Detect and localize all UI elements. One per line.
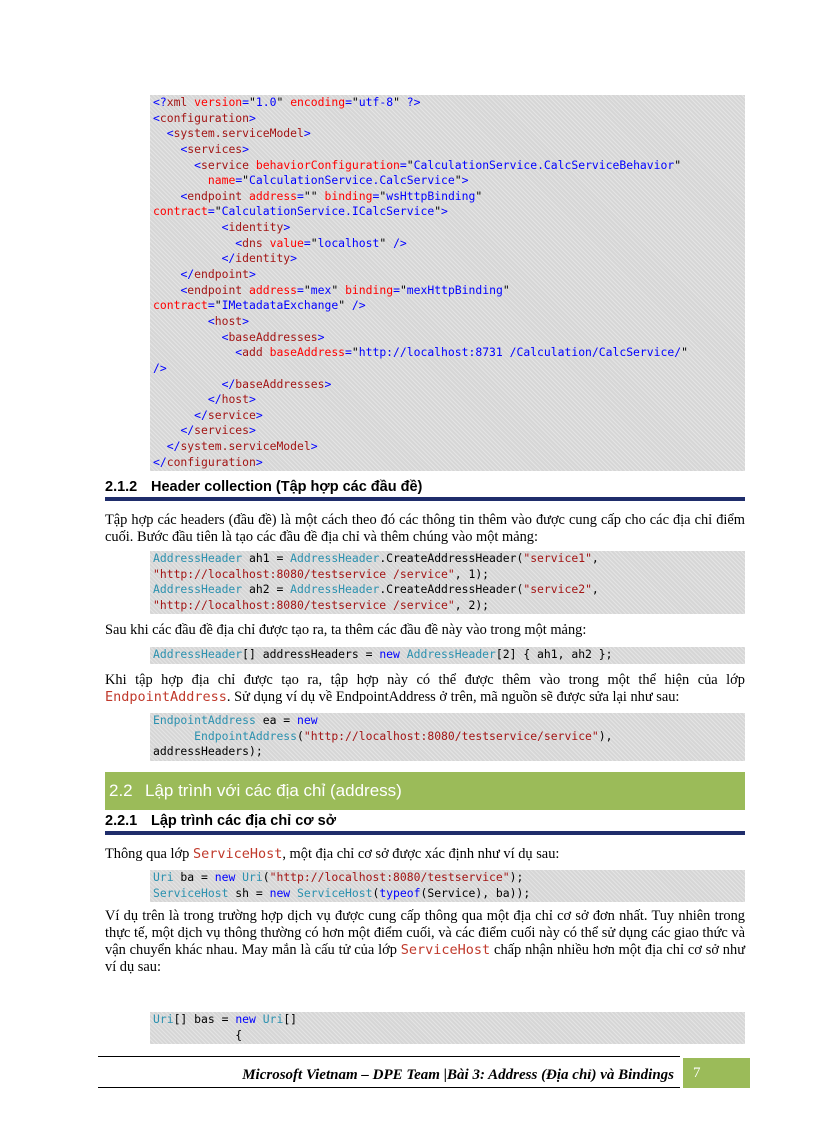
code-line: </services> [180,423,256,438]
class-name-inline: EndpointAddress [105,689,227,705]
code-line: contract="CalculationService.ICalcService"> [153,204,448,219]
code-line: <dns value="localhost" /> [235,235,407,250]
section-title: Header collection (Tập hợp các đầu đề) [151,479,423,495]
para-text: Thông qua lớp [105,846,193,862]
section-title: Lập trình với các địa chỉ (address) [145,781,402,800]
class-name-inline: ServiceHost [192,846,283,862]
paragraph-after-create: Sau khi các đầu đề địa chỉ được tạo ra, ta thêm các đầu đề này vào trong một mảng: [105,622,587,638]
para-text: Ví dụ trên là trong trường hợp dịch vụ được cung cấp thông qua một địa chỉ cơ sở đơn nhất. Tuy nhiên trong thực tế, một dịch vụ thông thường có hơn một điểm cuối, và các điểm cuối này có thể sử dụng các giao thức và vận chuyển khác nhau. May mắn là cấu tử của lớp [105,908,745,958]
code-line: <identity> [221,220,291,235]
code-line: Uri[] bas = new Uri[] [153,1012,298,1026]
footer-top-rule [98,1056,680,1057]
xml-config-code-block [150,95,745,471]
address-header-code-block [150,551,745,614]
code-line: contract="IMetadataExchange" /> [153,298,366,313]
paragraph-multiple-endpoints [105,908,745,976]
paragraph-servicehost-intro [105,846,745,863]
para-text: . Sử dụng ví dụ về EndpointAddress ở trên, mã nguồn sẽ được sửa lại như sau: [226,689,680,705]
para-text: chấp nhận nhiều hơn một địa chỉ cơ sở như ví dụ sau: [105,942,745,975]
section-number: 2.2.1 [105,813,138,829]
code-line: "http://localhost:8080/testservice /service", 2); [153,597,490,612]
code-line: /> [153,360,167,375]
code-line: AddressHeader ah1 = AddressHeader.CreateAddressHeader("service1", [153,551,599,565]
class-name-inline: ServiceHost [400,942,491,958]
code-line: <system.serviceModel> [166,126,311,141]
code-line: <baseAddresses> [221,329,325,344]
code-line: <host> [207,313,250,328]
code-line: name="CalculationService.CalcService"> [207,173,469,188]
section-number: 2.1.2 [105,479,138,495]
code-line: <endpoint address="mex" binding="mexHttpBinding" [180,282,510,297]
code-line: <endpoint address="" binding="wsHttpBinding" [180,188,483,203]
code-line: </system.serviceModel> [166,439,318,454]
code-line: { [153,1027,243,1042]
code-line: EndpointAddress("http://localhost:8080/testservice/service"), [194,728,613,743]
code-line: </baseAddresses> [221,376,332,391]
code-line: EndpointAddress ea = new [153,713,318,727]
para-text: , một địa chỉ cơ sở được xác định như ví dụ sau: [282,846,560,862]
page-number: 7 [683,1058,750,1088]
endpoint-address-code-block [150,713,745,761]
code-line: </endpoint> [180,267,256,282]
code-line: </service> [194,407,263,422]
paragraph-endpoint-address [105,672,745,706]
heading-rule [105,831,745,835]
uri-array-code-block [150,1012,745,1044]
servicehost-code-block [150,870,745,902]
code-line: <configuration> [153,110,256,125]
heading-rule [105,497,745,501]
code-line: AddressHeader[] addressHeaders = new AddressHeader[2] { ah1, ah2 }; [153,647,613,661]
section-heading-2-1-2 [105,479,745,495]
code-line: <service behaviorConfiguration="CalculationService.CalcServiceBehavior" [194,157,682,172]
code-line: ServiceHost sh = new ServiceHost(typeof(Service), ba)); [153,885,531,900]
code-line: "http://localhost:8080/testservice /service", 1); [153,566,490,581]
section-number: 2.2 [109,781,133,800]
footer-bottom-rule [98,1087,680,1088]
footer-title: Microsoft Vietnam – DPE Team |Bài 3: Address (Địa chỉ) và Bindings [242,1067,674,1083]
code-line: </configuration> [153,454,263,469]
section-title: Lập trình các địa chỉ cơ sở [151,813,337,829]
paragraph-header-intro: Tập hợp các headers (đầu đề) là một cách theo đó các thông tin thêm vào được cung cấp cho các địa chỉ điểm cuối. Bước đầu tiên là tạo các đầu đề địa chỉ và thêm chúng vào một mảng: [105,512,745,545]
code-line: <add baseAddress="http://localhost:8731 /Calculation/CalcService/" [235,345,688,360]
section-heading-2-2-1 [105,813,745,829]
code-line: AddressHeader ah2 = AddressHeader.CreateAddressHeader("service2", [153,582,599,597]
code-line: </host> [207,392,256,407]
address-headers-array-code [150,647,745,664]
code-line: </identity> [221,251,298,266]
code-line: addressHeaders); [153,744,263,759]
section-heading-2-2 [105,772,745,810]
code-line: Uri ba = new Uri("http://localhost:8080/testservice"); [153,870,524,884]
code-line: <?xml version="1.0" encoding="utf-8" ?> [153,95,421,109]
code-line: <services> [180,141,250,156]
para-text: Khi tập hợp địa chỉ được tạo ra, tập hợp này có thể được thêm vào trong một thể hiện của lớp [105,672,745,688]
